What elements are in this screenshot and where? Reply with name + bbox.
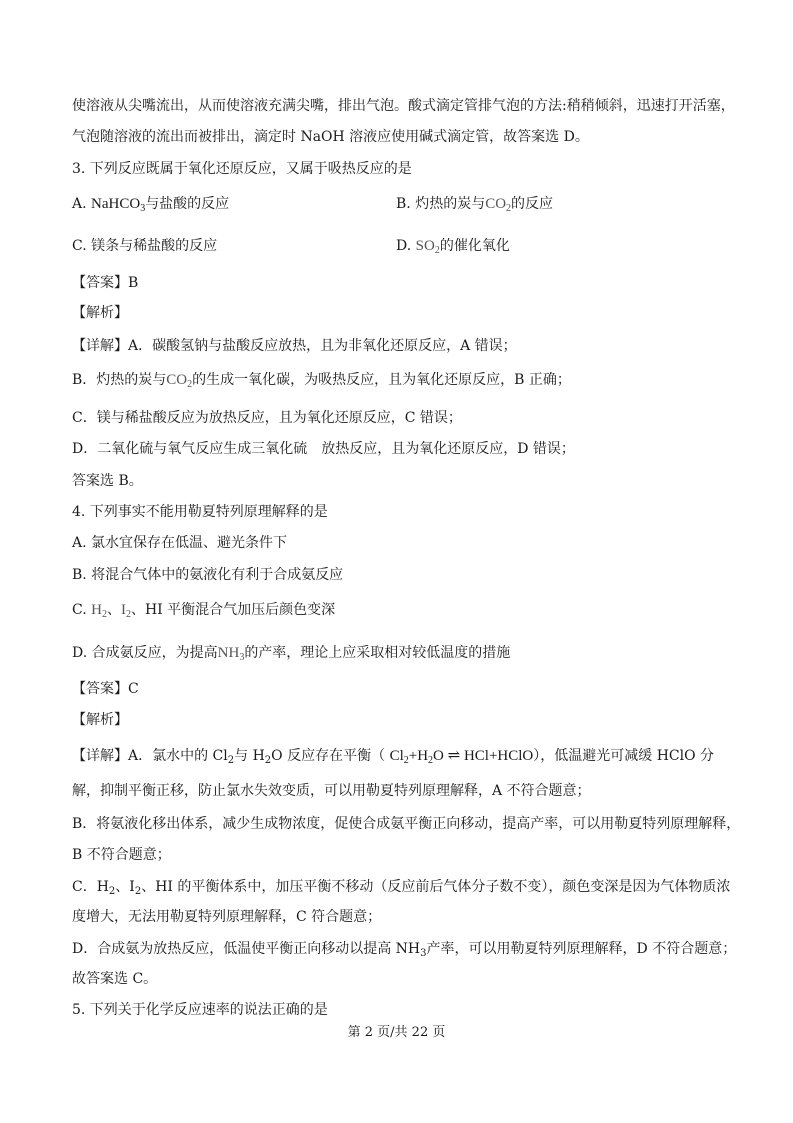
q5-stem: 5. 下列关于化学反应速率的说法正确的是: [72, 1002, 328, 1018]
chem-formula: $CO_2$: [485, 196, 512, 214]
chem-formula: NaHCO$_3$: [91, 196, 146, 214]
q3-option-c: C. 镁条与稀盐酸的反应: [72, 238, 218, 254]
q4-detail-a-line-2: 解，抑制平衡正移，防止氯水失效变质，可以用勒夏特列原理解释，A 不符合题意；: [72, 783, 591, 799]
q3-answer: 【答案】B: [72, 275, 139, 291]
q4-detail-a-line-1: 【详解】A．氯水中的 $Cl_2$与 $H_2O$ 反应存在平衡（ $Cl_2+H_2O$ ⇌ HCl+HClO），低温避光可减缓 HClO 分: [72, 748, 715, 766]
q4-detail-b-line-1: B．将氨液化移出体系，减少生成物浓度，促使合成氨平衡正向移动，提高产率，可以用勒夏特列原理解释，: [72, 816, 741, 832]
q3-option-d: [396, 236, 510, 256]
option-label: A.: [72, 196, 87, 212]
q4-option-b: B. 将混合气体中的氨液化有利于合成氨反应: [72, 567, 344, 583]
q4-option-c: C. $H_2$、$I_2$、HI 平衡混合气加压后颜色变深: [72, 602, 336, 620]
q4-analysis-heading: 【解析】: [72, 712, 128, 728]
intro-line-1: 使溶液从尖嘴流出，从而使溶液充满尖嘴，排出气泡。酸式滴定管排气泡的方法:稍稍倾斜，迅速打开活塞，: [72, 98, 735, 114]
option-text: 与盐酸的反应: [145, 196, 230, 212]
q3-detail-a: 【详解】A．碳酸氢钠与盐酸反应放热，且为非氧化还原反应，A 错误；: [72, 338, 517, 354]
q4-detail-d: D．合成氨为放热反应，低温使平衡正向移动以提高 $NH_3$产率，可以用勒夏特列原理解释，D 不符合题意；: [72, 941, 737, 959]
option-text: B. 灼热的炭与: [396, 196, 486, 212]
q3-detail-b: B．灼热的炭与$CO_2$的生成一氧化碳，为吸热反应，且为氧化还原反应，B 正确；: [72, 372, 571, 390]
q4-detail-c-line-2: 度增大，无法用勒夏特列原理解释，C 符合题意；: [72, 909, 382, 925]
q4-answer: 【答案】C: [72, 681, 139, 697]
q4-conclusion: 故答案选 C。: [72, 971, 158, 987]
q3-conclusion: 答案选 B。: [72, 473, 143, 489]
q3-stem: 3. 下列反应既属于氧化还原反应，又属于吸热反应的是: [72, 161, 412, 177]
q4-detail-b-line-2: B 不符合题意；: [72, 847, 171, 863]
q4-detail-c-line-1: C．$H_2$、$I_2$、HI 的平衡体系中，加压平衡不移动（反应前后气体分子数不变），颜色变深是因为气体物质浓: [72, 879, 731, 897]
intro-line-2: 气泡随溶液的流出而被排出，滴定时 NaOH 溶液应使用碱式滴定管，故答案选 D。: [72, 129, 589, 145]
q3-detail-d: D．二氧化硫与氧气反应生成三氧化硫 放热反应，且为氧化还原反应，D 错误；: [72, 441, 575, 457]
q4-option-a: A. 氯水宜保存在低温、避光条件下: [72, 535, 288, 551]
chem-formula: $NH_3$: [217, 645, 245, 663]
equilibrium-equation: $Cl_2+H_2O$ ⇌ HCl+HClO: [389, 748, 534, 766]
chem-formula: $CO_2$: [166, 372, 193, 390]
q3-analysis-heading: 【解析】: [72, 305, 128, 321]
chem-formula: $I_2$: [120, 602, 131, 620]
chem-formula: $SO_2$: [415, 238, 440, 256]
q3-option-a: [72, 194, 229, 214]
chem-formula: $H_2$: [91, 602, 107, 620]
option-text: 的反应: [511, 196, 554, 212]
option-label: D.: [396, 238, 412, 254]
q4-option-d: D. 合成氨反应，为提高$NH_3$的产率，理论上应采取相对较低温度的措施: [72, 645, 511, 663]
page-footer: 第 2 页/共 22 页: [347, 1025, 446, 1040]
q3-detail-c: C．镁与稀盐酸反应为放热反应，且为氧化还原反应，C 错误；: [72, 410, 462, 426]
option-text: 的催化氧化: [439, 238, 510, 254]
q4-stem: 4. 下列事实不能用勒夏特列原理解释的是: [72, 504, 328, 520]
q3-option-b: [396, 194, 553, 214]
